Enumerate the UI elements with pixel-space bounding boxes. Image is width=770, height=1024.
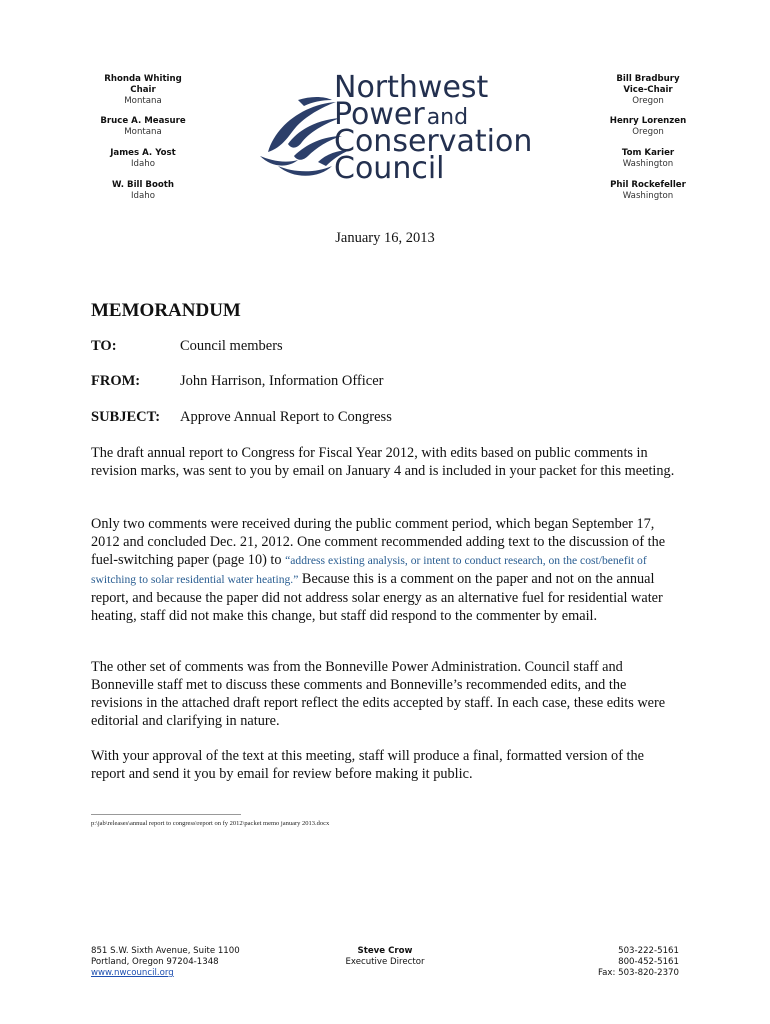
subject-value: Approve Annual Report to Congress bbox=[180, 409, 392, 425]
to-value: Council members bbox=[180, 338, 283, 354]
phone-1: 503-222-5161 bbox=[618, 946, 679, 956]
member-name: Phil Rockefeller bbox=[610, 180, 686, 190]
website-link[interactable]: www.nwcouncil.org bbox=[91, 968, 174, 978]
subject-label: SUBJECT: bbox=[91, 409, 161, 425]
member-name: James A. Yost bbox=[110, 148, 176, 158]
logo-line-northwest: Northwest bbox=[334, 70, 489, 105]
logo-word-power: Power bbox=[334, 97, 425, 132]
file-path-footnote: p:\jab\releases\annual report to congress\report on fy 2012\packet memo january 2013.docx bbox=[91, 820, 330, 827]
footer-phones bbox=[560, 946, 679, 979]
footer-address bbox=[91, 946, 240, 979]
logo-line-council: Council bbox=[334, 151, 445, 186]
phone-2: 800-452-5161 bbox=[618, 957, 679, 967]
from-label: FROM: bbox=[91, 373, 141, 389]
director-name: Steve Crow bbox=[357, 946, 413, 956]
member-left-2 bbox=[43, 116, 243, 138]
member-name: Rhonda Whiting bbox=[104, 74, 182, 84]
paragraph-2 bbox=[91, 515, 681, 625]
from-value: John Harrison, Information Officer bbox=[180, 373, 384, 389]
paragraph-3: The other set of comments was from the Bonneville Power Administration. Council staff and Bonneville staff met to discuss these comments and Bonneville’s recommended edits, and the revisions in the attached draft report reflect the edits accepted by staff. In each case, these edits were editorial and clarifying in nature. bbox=[91, 659, 666, 729]
member-name: Bill Bradbury bbox=[616, 74, 680, 84]
paragraph-1: The draft annual report to Congress for Fiscal Year 2012, with edits based on public comments in revision marks, was sent to you by email on January 4 and is included in your packet for this meeting. bbox=[91, 445, 675, 479]
to-label: TO: bbox=[91, 338, 117, 354]
member-state: Oregon bbox=[632, 127, 664, 137]
address-line-2: Portland, Oregon 97204-1348 bbox=[91, 957, 219, 967]
paragraph-4: With your approval of the text at this meeting, staff will produce a final, formatted version of the report and send it you by email for review before making it public. bbox=[91, 748, 645, 782]
member-left-1 bbox=[43, 74, 243, 107]
member-state: Idaho bbox=[131, 191, 155, 201]
logo-word-and: and bbox=[426, 105, 469, 130]
member-state: Washington bbox=[622, 159, 674, 169]
member-right-4 bbox=[548, 180, 748, 202]
paragraph-2-text-after: Because this is a comment on the paper and not on the annual report, and because the paper did not address solar energy as an alternative fuel for residential water heating, staff did not make this change, but staff did respond to the commenter by email. bbox=[91, 571, 663, 624]
memo-date: January 16, 2013 bbox=[335, 230, 435, 246]
member-state: Idaho bbox=[131, 159, 155, 169]
member-name: Tom Karier bbox=[621, 148, 675, 158]
footer-director bbox=[300, 946, 470, 968]
paragraph-2-quote: “address existing analysis, or intent to conduct research, on the cost/benefit of switching to solar residential water heating.” bbox=[91, 554, 647, 586]
member-right-2 bbox=[548, 116, 748, 138]
member-state: Washington bbox=[622, 191, 674, 201]
address-line-1: 851 S.W. Sixth Avenue, Suite 1100 bbox=[91, 946, 240, 956]
fax-number: Fax: 503-820-2370 bbox=[597, 968, 679, 978]
member-name: Bruce A. Measure bbox=[100, 116, 186, 126]
paragraph-2-text-before: Only two comments were received during the public comment period, which began September 17, 2012 and concluded Dec. 21, 2012. One comment recommended adding text to the discussion of the fuel-switching paper (page 10) to bbox=[91, 516, 666, 568]
member-left-4 bbox=[43, 180, 243, 202]
member-state: Montana bbox=[124, 96, 162, 106]
member-right-3 bbox=[548, 148, 748, 170]
member-state: Oregon bbox=[632, 96, 664, 106]
memo-title: MEMORANDUM bbox=[91, 300, 241, 321]
member-left-3 bbox=[43, 148, 243, 170]
member-state: Montana bbox=[124, 127, 162, 137]
member-role: Chair bbox=[130, 85, 156, 95]
member-name: Henry Lorenzen bbox=[609, 116, 687, 126]
member-name: W. Bill Booth bbox=[112, 180, 174, 190]
logo-line-conservation: Conservation bbox=[334, 124, 533, 159]
member-right-1 bbox=[548, 74, 748, 107]
member-role: Vice-Chair bbox=[623, 85, 673, 95]
director-title: Executive Director bbox=[345, 957, 425, 967]
footnote-divider bbox=[91, 814, 241, 815]
